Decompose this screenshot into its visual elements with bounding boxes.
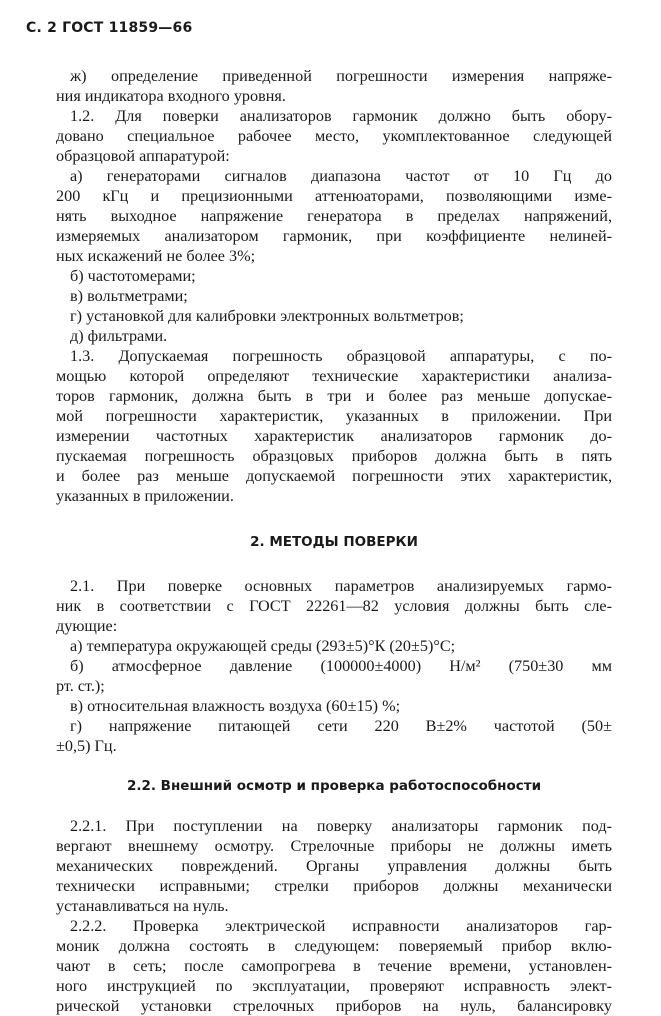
section-2-heading: 2. МЕТОДЫ ПОВЕРКИ bbox=[250, 534, 418, 550]
text-line: 1.3. Допускаемая погрешность образцовой аппаратуры, с по- bbox=[70, 347, 612, 365]
text-line: г) установкой для калибровки электронных вольтметров; bbox=[70, 307, 464, 325]
section-2 bbox=[56, 576, 612, 756]
text-line: мой погрешности характеристик, указанных в приложении. При bbox=[56, 407, 612, 425]
text-line: рической установки стрелочных приборов на нуль, балансировку bbox=[56, 997, 612, 1015]
text-line: указанных в приложении. bbox=[56, 487, 234, 505]
text-line: ±0,5) Гц. bbox=[56, 737, 117, 755]
text-line: г) напряжение питающей сети 220 В±2% частотой (50± bbox=[70, 717, 612, 735]
text-line: торов гармоник, должна быть в три и более раз меньше допускае- bbox=[56, 387, 612, 405]
text-line: мощью которой определяют технические характеристики анализа- bbox=[56, 367, 612, 385]
text-line: измерении частотных характеристик анализаторов гармоник до- bbox=[56, 427, 612, 445]
text-line: 2.2.1. При поступлении на поверку анализаторы гармоник под- bbox=[70, 817, 612, 835]
text-line: пускаемая погрешность образцовых приборов должна быть в пять bbox=[56, 447, 612, 465]
text-line: 2.2.2. Проверка электрической исправности анализаторов гар- bbox=[70, 917, 612, 935]
text-line: д) фильтрами. bbox=[70, 327, 168, 345]
text-line: а) генераторами сигналов диапазона частот от 10 Гц до bbox=[70, 167, 612, 185]
section-2-2-heading: 2.2. Внешний осмотр и проверка работоспособности bbox=[126, 778, 542, 794]
text-line: технически исправными; стрелки приборов должны механически bbox=[56, 877, 612, 895]
text-line: рт. ст.); bbox=[56, 677, 105, 695]
text-line: ж) определение приведенной погрешности измерения напряже- bbox=[70, 67, 612, 85]
text-line: измеряемых анализатором гармоник, при коэффициенте нелиней- bbox=[56, 227, 612, 245]
text-line: б) частотомерами; bbox=[70, 267, 196, 285]
intro-section bbox=[56, 66, 612, 506]
document-body bbox=[56, 66, 612, 1016]
text-line: ник в соответствии с ГОСТ 22261—82 условия должны быть сле- bbox=[56, 597, 612, 615]
text-line: устанавливаться на нуль. bbox=[56, 897, 229, 915]
text-line: 2.1. При поверке основных параметров анализируемых гармо- bbox=[70, 577, 612, 595]
text-line: вергают внешнему осмотру. Стрелочные приборы не должны иметь bbox=[56, 837, 612, 855]
text-line: ния индикатора входного уровня. bbox=[56, 87, 286, 105]
text-line: а) температура окружающей среды (293±5)°К (20±5)°С; bbox=[70, 637, 456, 655]
text-line: ного инструкцией по эксплуатации, проверяют исправность элект- bbox=[56, 977, 612, 995]
text-line: дующие: bbox=[56, 617, 118, 635]
text-line: чают в сеть; после самопрогрева в течение времени, установлен- bbox=[56, 957, 612, 975]
text-line: 200 кГц и прецизионными аттенюаторами, позволяющими изме- bbox=[56, 187, 612, 205]
page-header: С. 2 ГОСТ 11859—66 bbox=[26, 20, 193, 36]
text-line: в) относительная влажность воздуха (60±15) %; bbox=[70, 697, 401, 715]
text-line: довано специальное рабочее место, укомплектованное следующей bbox=[56, 127, 612, 145]
text-line: ных искажений не более 3%; bbox=[56, 247, 256, 265]
text-line: образцовой аппаратурой: bbox=[56, 147, 230, 165]
section-2-2 bbox=[56, 816, 612, 1016]
text-line: и более раз меньше допускаемой погрешности этих характеристик, bbox=[56, 467, 612, 485]
text-line: механических повреждений. Органы управления должны быть bbox=[56, 857, 612, 875]
text-line: б) атмосферное давление (100000±4000) Н/м² (750±30 мм bbox=[70, 657, 612, 675]
text-line: в) вольтметрами; bbox=[70, 287, 188, 305]
text-line: моник должна состоять в следующем: поверяемый прибор вклю- bbox=[56, 937, 612, 955]
text-line: нять выходное напряжение генератора в пределах напряжений, bbox=[56, 207, 612, 225]
text-line: 1.2. Для поверки анализаторов гармоник должно быть обору- bbox=[70, 107, 612, 125]
